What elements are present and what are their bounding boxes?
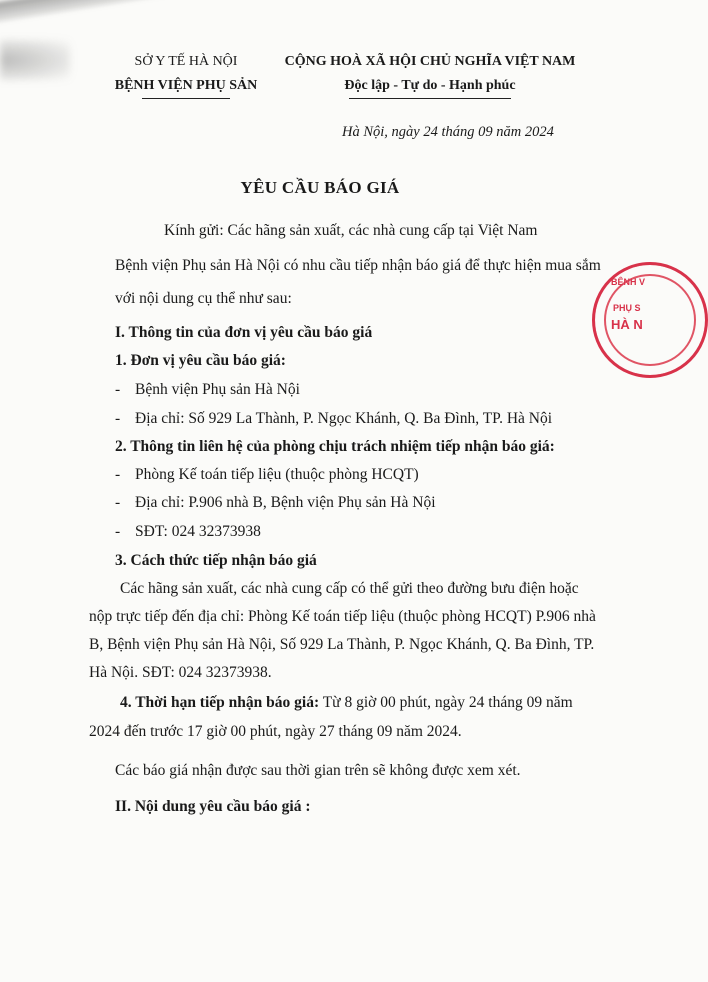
subsection-2-heading: 2. Thông tin liên hệ của phòng chịu trách nhiệm tiếp nhận báo giá: xyxy=(115,438,555,455)
deadline-line-2: 2024 đến trước 17 giờ 00 phút, ngày 27 tháng 09 năm 2024. xyxy=(89,723,462,740)
subsection-1-heading: 1. Đơn vị yêu cầu báo giá: xyxy=(115,352,286,369)
list-item xyxy=(115,409,552,429)
receipt-line-2: nộp trực tiếp đến địa chỉ: Phòng Kế toán tiếp liệu (thuộc phòng HCQT) P.906 nhà xyxy=(89,608,596,625)
agency-name: BỆNH VIỆN PHỤ SẢN xyxy=(114,78,258,93)
late-note: Các báo giá nhận được sau thời gian trên sẽ không được xem xét. xyxy=(115,762,521,779)
bullet-dash: - xyxy=(115,494,121,511)
national-title: CỘNG HOÀ XÃ HỘI CHỦ NGHĨA VIỆT NAM xyxy=(284,54,576,69)
national-header xyxy=(282,50,578,99)
subsection-4-heading: 4. Thời hạn tiếp nhận báo giá: xyxy=(120,694,320,711)
list-item xyxy=(115,522,261,542)
list-item xyxy=(115,380,300,400)
receipt-line-3: B, Bệnh viện Phụ sản Hà Nội, Số 929 La Thành, P. Ngọc Khánh, Q. Ba Đình, TP. xyxy=(89,636,595,653)
place-date: Hà Nội, ngày 24 tháng 09 năm 2024 xyxy=(342,124,554,140)
list-item xyxy=(115,493,436,513)
list-item-text: Bệnh viện Phụ sản Hà Nội xyxy=(135,381,300,398)
list-item-text: Phòng Kế toán tiếp liệu (thuộc phòng HCQT) xyxy=(135,466,419,483)
agency-underline xyxy=(142,98,230,99)
bullet-dash: - xyxy=(115,466,121,483)
recipient-line: Kính gửi: Các hãng sản xuất, các nhà cung cấp tại Việt Nam xyxy=(164,222,538,239)
seal-mid-text: PHỤ S xyxy=(613,303,641,313)
section-2-heading: II. Nội dung yêu cầu báo giá : xyxy=(115,798,311,815)
list-item xyxy=(115,465,419,485)
list-item-text: Địa chỉ: Số 929 La Thành, P. Ngọc Khánh, Q. Ba Đình, TP. Hà Nội xyxy=(135,410,553,427)
agency-parent: SỞ Y TẾ HÀ NỘI xyxy=(134,54,238,69)
list-item-text: SĐT: 024 32373938 xyxy=(135,523,261,540)
scan-edge-shadow xyxy=(0,0,299,28)
hospital-seal xyxy=(592,262,708,378)
agency-header xyxy=(96,50,276,99)
list-item-text: Địa chỉ: P.906 nhà B, Bệnh viện Phụ sản Hà Nội xyxy=(135,494,436,511)
intro-line-1: Bệnh viện Phụ sản Hà Nội có nhu cầu tiếp nhận báo giá để thực hiện mua sắm xyxy=(115,257,601,274)
receipt-line-4: Hà Nội. SĐT: 024 32373938. xyxy=(89,664,272,681)
document-title: YÊU CẦU BÁO GIÁ xyxy=(240,178,400,197)
subsection-3-heading: 3. Cách thức tiếp nhận báo giá xyxy=(115,552,317,569)
section-1-heading: I. Thông tin của đơn vị yêu cầu báo giá xyxy=(115,324,373,341)
receipt-line-1: Các hãng sản xuất, các nhà cung cấp có thể gửi theo đường bưu điện hoặc xyxy=(120,580,579,597)
bullet-dash: - xyxy=(115,410,121,427)
intro-line-2: với nội dung cụ thể như sau: xyxy=(115,290,292,307)
national-motto: Độc lập - Tự do - Hạnh phúc xyxy=(344,78,516,93)
bullet-dash: - xyxy=(115,381,121,398)
deadline-line-1 xyxy=(120,693,573,713)
deadline-start: Từ 8 giờ 00 phút, ngày 24 tháng 09 năm xyxy=(319,694,573,711)
bullet-dash: - xyxy=(115,523,121,540)
scan-smudge xyxy=(0,40,70,80)
seal-big-text: HÀ N xyxy=(611,317,643,332)
seal-top-text: BỆNH V xyxy=(611,277,646,287)
motto-underline xyxy=(349,98,511,99)
